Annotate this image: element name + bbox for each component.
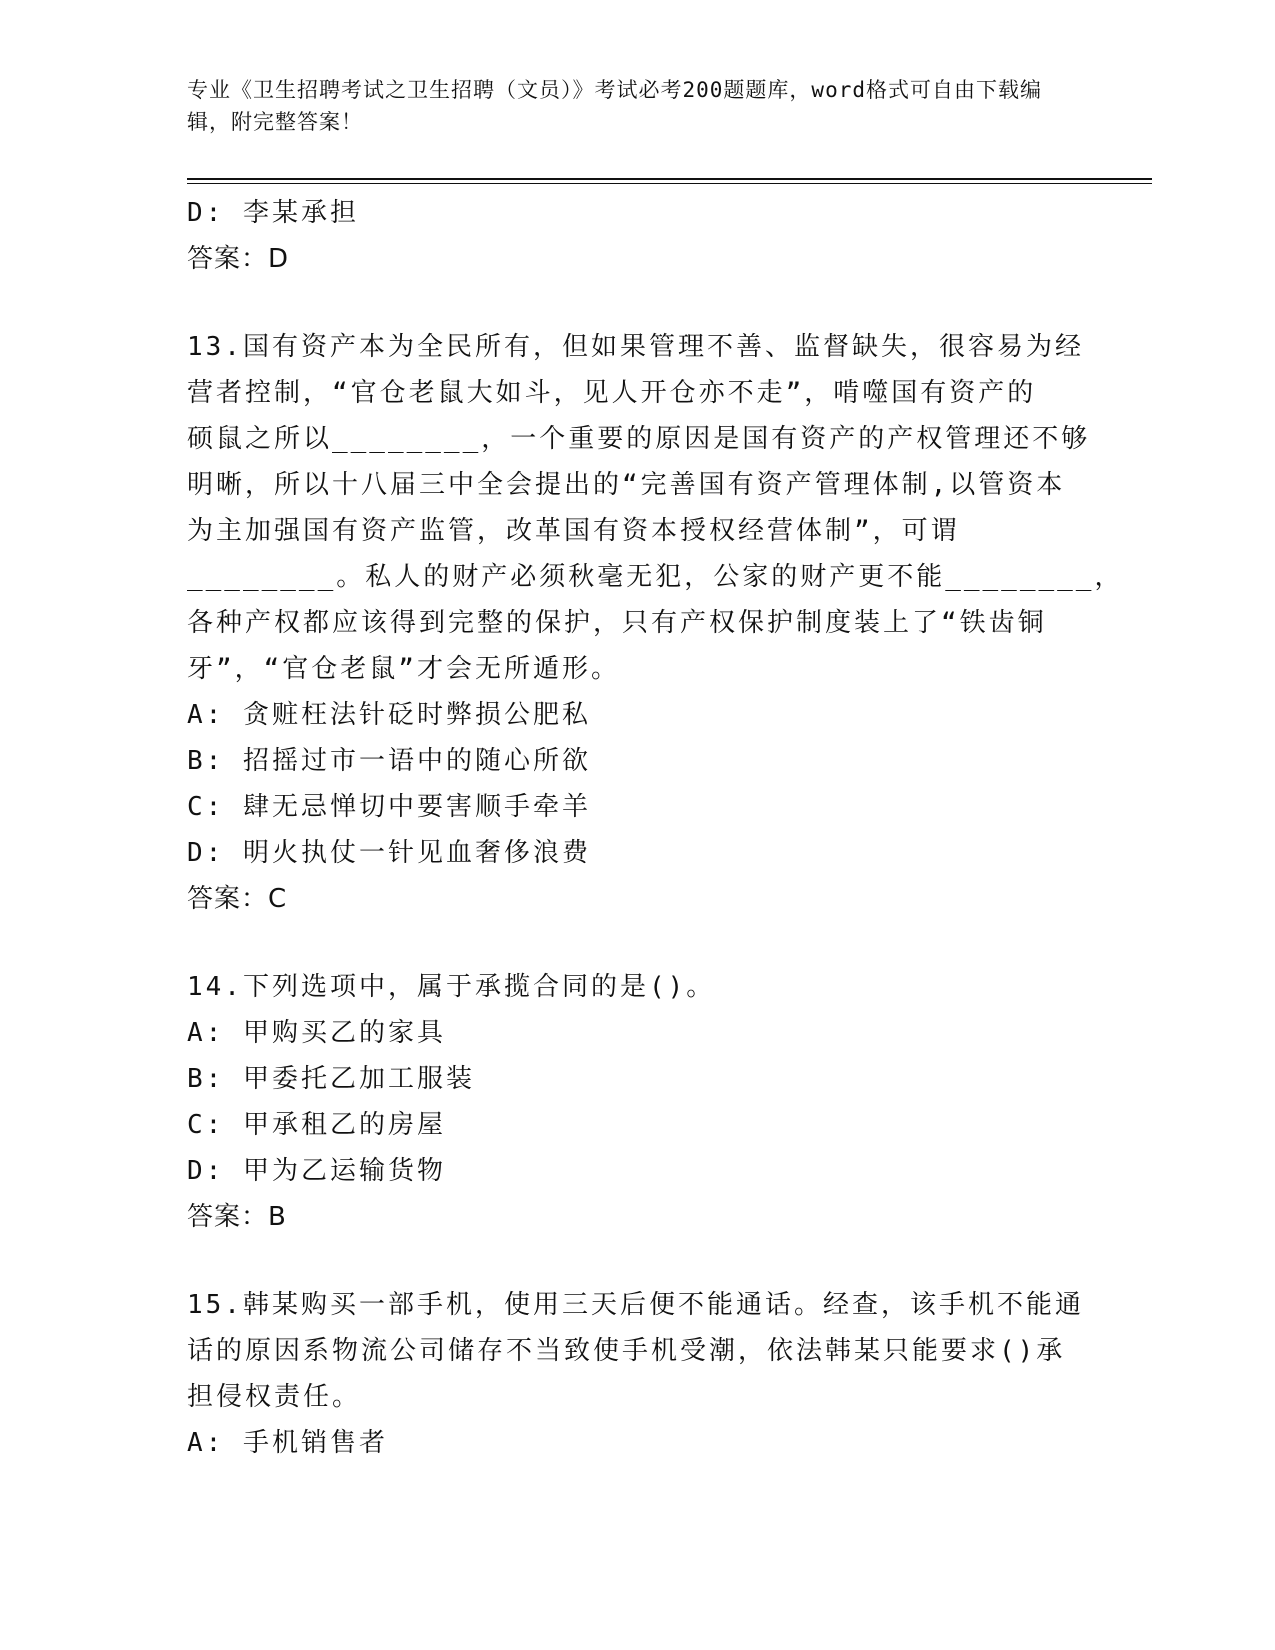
option-b: B: 招摇过市一语中的随心所欲 [187, 746, 591, 776]
option-c: C: 肆无忌惮切中要害顺手牵羊 [187, 792, 591, 822]
option-a: A: 甲购买乙的家具 [187, 1018, 446, 1048]
document-header [187, 74, 1067, 138]
question-text-line: 担侵权责任。 [187, 1382, 362, 1412]
question-14 [187, 964, 1077, 1240]
answer-line: 答案：D [187, 244, 290, 274]
question-text-line: 营者控制，“官仓老鼠大如斗，见人开仓亦不走”，啃噬国有资产的 [187, 378, 1037, 408]
header-rule-thin [187, 183, 1152, 184]
question-text-line: 各种产权都应该得到完整的保护，只有产权保护制度装上了“铁齿铜 [187, 608, 1047, 638]
option-d: D: 明火执仗一针见血奢侈浪费 [187, 838, 591, 868]
question-text-line: 13.国有资产本为全民所有，但如果管理不善、监督缺失，很容易为经 [187, 332, 1084, 362]
question-text [187, 324, 1124, 692]
option-a: A: 贪赃枉法针砭时弊损公肥私 [187, 700, 591, 730]
question-13 [187, 324, 1124, 922]
header-rule-thick [187, 178, 1152, 180]
answer-line: 答案：B [187, 1202, 287, 1232]
option-line: D: 李某承担 [187, 198, 359, 228]
question-15 [187, 1282, 1084, 1466]
question-text-line: 硕鼠之所以________，一个重要的原因是国有资产的产权管理还不够 [187, 424, 1091, 454]
option-d: D: 甲为乙运输货物 [187, 1156, 446, 1186]
option-c: C: 甲承租乙的房屋 [187, 1110, 446, 1140]
answer-line: 答案：C [187, 884, 288, 914]
option-a: A: 手机销售者 [187, 1428, 388, 1458]
question-text-line: 15.韩某购买一部手机，使用三天后便不能通话。经查，该手机不能通 [187, 1290, 1084, 1320]
option-b: B: 甲委托乙加工服装 [187, 1064, 475, 1094]
document-body [187, 190, 1124, 1466]
question-text-line: ________。私人的财产必须秋毫无犯，公家的财产更不能________， [187, 562, 1124, 592]
question-text-line: 话的原因系物流公司储存不当致使手机受潮，依法韩某只能要求()承 [187, 1336, 1066, 1366]
question-text-line: 为主加强国有资产监管，改革国有资本授权经营体制”，可谓 [187, 516, 960, 546]
question-text-line: 牙”，“官仓老鼠”才会无所遁形。 [187, 654, 620, 684]
header-title: 专业《卫生招聘考试之卫生招聘（文员）》考试必考200题题库，word格式可自由下载编辑，附完整答案！ [187, 78, 1042, 134]
question-text-line: 明晰，所以十八届三中全会提出的“完善国有资产管理体制,以管资本 [187, 470, 1066, 500]
question-text-line: 14.下列选项中，属于承揽合同的是()。 [187, 972, 716, 1002]
